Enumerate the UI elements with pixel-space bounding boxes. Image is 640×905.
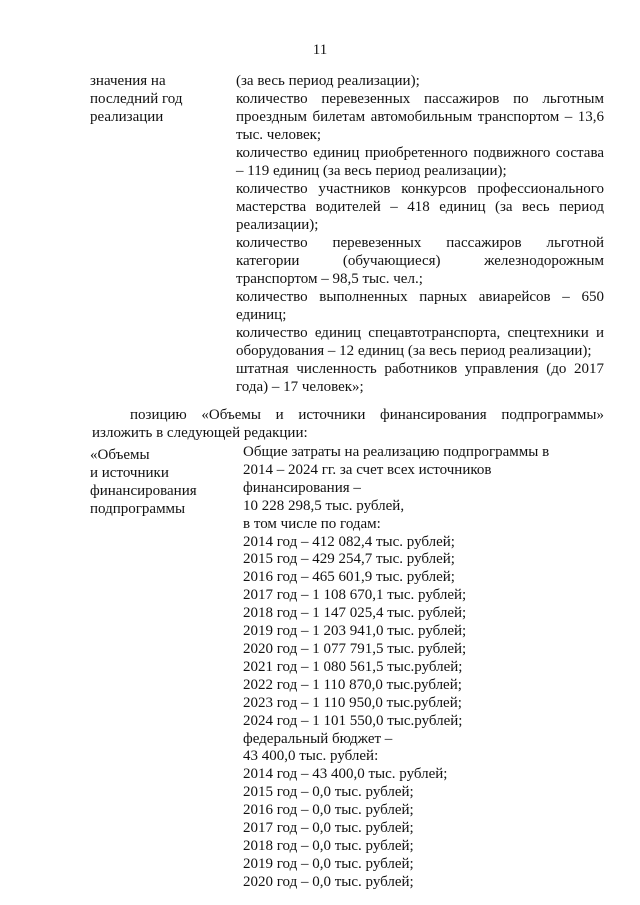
funding-line: 2018 год – 1 147 025,4 тыс. рублей; bbox=[243, 605, 467, 622]
label-line: реализации bbox=[90, 109, 164, 125]
page-number: 11 bbox=[312, 42, 328, 58]
indicator-item: количество участников конкурсов профессионального мастерства водителей – 418 единиц (за весь период реализации); bbox=[236, 181, 604, 233]
funding-line: в том числе по годам: bbox=[243, 515, 381, 532]
funding-line: 2018 год – 0,0 тыс. рублей; bbox=[243, 837, 414, 854]
target-values-label bbox=[90, 72, 230, 126]
label-line: подпрограммы bbox=[90, 501, 186, 517]
indicator-item: количество единиц спецавтотранспорта, спецтехники и оборудования – 12 единиц (за весь период реализации); bbox=[236, 325, 604, 359]
indicator-item: штатная численность работников управления (до 2017 года) – 17 человек»; bbox=[236, 361, 604, 395]
funding-line: 2014 год – 43 400,0 тыс. рублей; bbox=[243, 766, 448, 783]
funding-line: 2019 год – 0,0 тыс. рублей; bbox=[243, 855, 414, 872]
label-line: финансирования bbox=[90, 483, 197, 499]
paragraph-line: изложить в следующей редакции: bbox=[92, 425, 308, 441]
funding-line: 2016 год – 465 601,9 тыс. рублей; bbox=[243, 569, 455, 586]
funding-line: 2014 год – 412 082,4 тыс. рублей; bbox=[243, 533, 455, 550]
label-line: последний год bbox=[90, 91, 183, 107]
indicator-item: количество единиц приобретенного подвижного состава – 119 единиц (за весь период реализации); bbox=[236, 145, 604, 179]
target-values-list bbox=[236, 72, 604, 396]
funding-list bbox=[243, 444, 605, 892]
indicator-item: (за весь период реализации); bbox=[236, 73, 420, 89]
funding-line: финансирования – bbox=[243, 479, 361, 496]
funding-line: Общие затраты на реализацию подпрограммы в bbox=[243, 444, 550, 460]
funding-line: 10 228 298,5 тыс. рублей, bbox=[243, 497, 405, 514]
funding-line: 2015 год – 429 254,7 тыс. рублей; bbox=[243, 551, 455, 568]
indicator-item: количество перевезенных пассажиров по льготным проездным билетам автомобильным транспортом – 13,6 тыс. человек; bbox=[236, 91, 604, 143]
indicator-item: количество выполненных парных авиарейсов – 650 единиц; bbox=[236, 289, 604, 323]
label-line: значения на bbox=[90, 73, 166, 89]
amendment-paragraph bbox=[92, 406, 604, 442]
funding-line: 2016 год – 0,0 тыс. рублей; bbox=[243, 802, 414, 819]
funding-label bbox=[90, 446, 230, 518]
funding-line: 43 400,0 тыс. рублей: bbox=[243, 748, 379, 765]
funding-line: 2015 год – 0,0 тыс. рублей; bbox=[243, 784, 414, 801]
funding-line: 2021 год – 1 080 561,5 тыс.рублей; bbox=[243, 658, 463, 675]
funding-line: 2024 год – 1 101 550,0 тыс.рублей; bbox=[243, 712, 463, 729]
funding-line: 2020 год – 1 077 791,5 тыс. рублей; bbox=[243, 640, 467, 657]
funding-line: 2014 – 2024 гг. за счет всех источников bbox=[243, 461, 492, 478]
indicator-item: количество перевезенных пассажиров льготной категории (обучающиеся) железнодорожным транспортом – 98,5 тыс. чел.; bbox=[236, 235, 604, 287]
funding-line: федеральный бюджет – bbox=[243, 730, 393, 747]
funding-line: 2022 год – 1 110 870,0 тыс.рублей; bbox=[243, 676, 462, 693]
funding-line: 2017 год – 0,0 тыс. рублей; bbox=[243, 820, 414, 837]
funding-line: 2020 год – 0,0 тыс. рублей; bbox=[243, 873, 414, 890]
funding-line: 2019 год – 1 203 941,0 тыс. рублей; bbox=[243, 623, 467, 640]
funding-line: 2023 год – 1 110 950,0 тыс.рублей; bbox=[243, 694, 462, 711]
label-line: и источники bbox=[90, 465, 169, 481]
label-line: «Объемы bbox=[90, 447, 150, 463]
funding-line: 2017 год – 1 108 670,1 тыс. рублей; bbox=[243, 587, 467, 604]
paragraph-line: позицию «Объемы и источники финансирования подпрограммы» bbox=[130, 407, 604, 423]
